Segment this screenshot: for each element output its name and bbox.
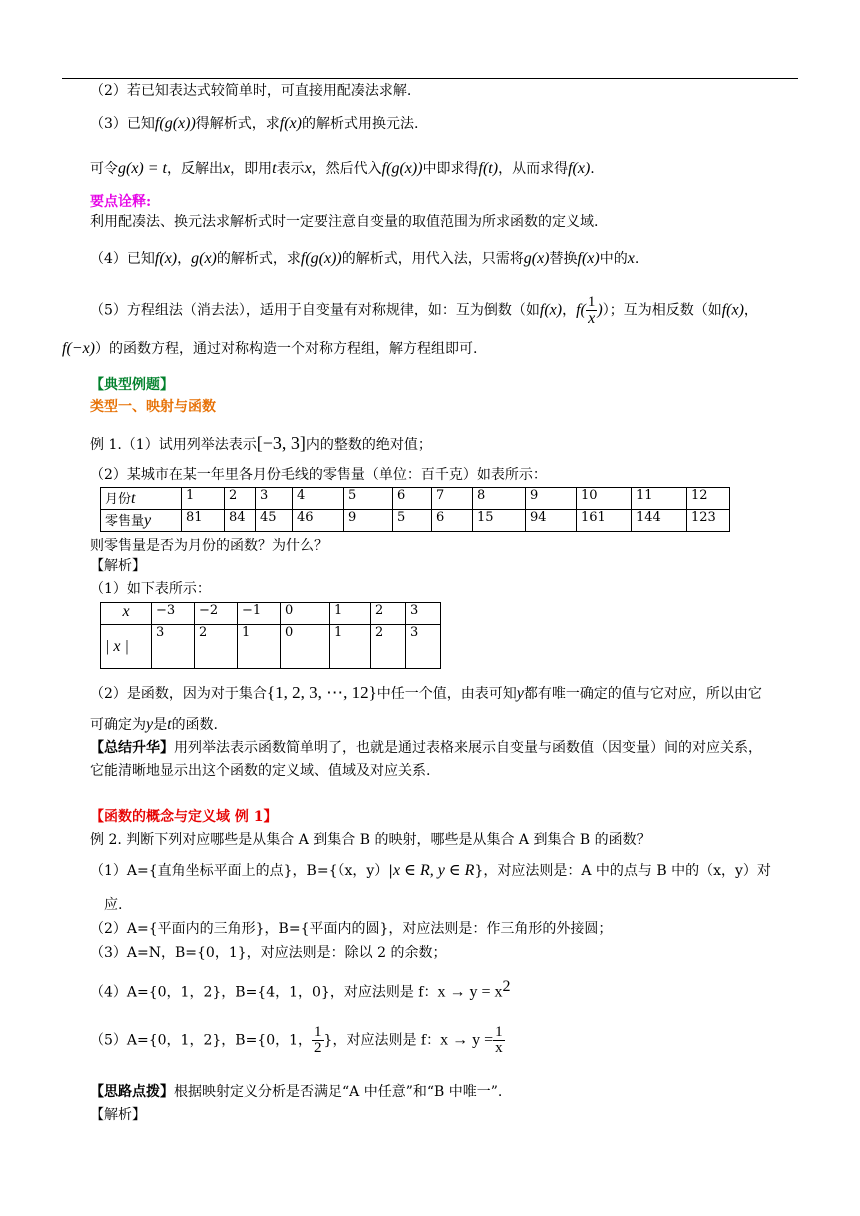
table-cell: 1 [330,625,371,669]
example-2-item-5: （5）A={0，1，2}，B={0，1， $\frac{1}{2}$ }，对应法则是 f：x → y = $\frac{1}{x}$ [90,1024,503,1056]
example-1-part-2: （2）某城市在某一年里各月份毛线的零售量（单位：百千克）如表所示： [90,467,547,483]
table-cell: 144 [632,510,687,532]
solution-part-1: （1）如下表所示： [90,581,211,597]
table-cell: 2 [371,625,406,669]
monthly-sales-table [100,487,730,532]
table-cell: 6 [393,488,432,510]
table-cell: 3 [406,603,441,625]
table-cell: 3 [256,488,293,510]
table-cell: −2 [195,603,238,625]
summary-line-2: 它能清晰地显示出这个函数的定义域、值域及对应关系. [90,763,431,779]
table-cell: 9 [344,510,393,532]
table-cell: 8 [473,488,526,510]
example-2-item-1-continued: 应. [104,897,123,913]
table-row [101,603,441,625]
header-rule [62,78,798,79]
hint-line: 【思路点拨】根据映射定义分析是否满足“A 中任意”和“B 中唯一”. [90,1084,503,1100]
table-row [101,625,441,669]
method-4-text: （4）已知f(x)，g(x)的解析式，求f(g(x))的解析式，用代入法，只需将g(x)替换f(x)中的x. [90,250,640,267]
sales-label-cell: 零售量y [101,510,182,532]
table-cell: 2 [371,603,406,625]
typical-examples-heading: 【典型例题】 [90,377,174,393]
example-2-question: 例 2. 判断下列对应哪些是从集合 A 到集合 B 的映射，哪些是从集合 A 到集合 B 的函数？ [90,832,651,848]
summary-line-1: 【总结升华】用列举法表示函数简单明了，也就是通过表格来展示自变量与函数值（因变量）间的对应关系， [90,740,762,756]
month-label-cell: 月份t [101,488,182,510]
type-1-heading: 类型一、映射与函数 [90,399,216,415]
method-5-text: （5）方程组法（消去法），适用于自变量有对称规律，如：互为倒数（如f(x)，f( $\frac{1}{x}$ )）；互为相反数（如f(x)， [90,294,758,327]
table-cell: 11 [632,488,687,510]
table-cell: 9 [526,488,577,510]
table-cell: 5 [393,510,432,532]
table-cell: 161 [577,510,632,532]
x-label-cell: x [101,603,152,625]
table-cell: −3 [152,603,195,625]
solution-heading-2: 【解析】 [90,1107,146,1123]
table-cell: 3 [152,625,195,669]
table-cell: 46 [293,510,344,532]
table-cell: 0 [281,625,330,669]
table-cell: 0 [281,603,330,625]
example-2-item-3: （3）A=N，B={0，1}，对应法则是：除以 2 的余数； [90,945,447,961]
method-2-text: （2）若已知表达式较简单时，可直接用配凑法求解. [90,83,412,99]
solution-heading: 【解析】 [90,558,146,574]
table-cell: 2 [195,625,238,669]
table-cell: 15 [473,510,526,532]
table-cell: 12 [687,488,730,510]
table-row [101,488,730,510]
table-cell: 1 [238,625,281,669]
video-link-heading[interactable]: 【函数的概念与定义域 例 1】 [90,809,278,825]
table-cell: 94 [526,510,577,532]
solution-part-2: （2）是函数，因为对于集合{1, 2, 3, ⋯, 12}中任一个值，由表可知y都有唯一确定的值与它对应，所以由它 [90,683,762,702]
abs-x-label-cell: | x | [101,625,152,669]
method-3-text: （3）已知f(g(x))得解析式，求f(x)的解析式用换元法. [90,115,419,132]
example-2-item-1: （1）A={直角坐标平面上的点}，B={（x，y）|x ∈ R, y ∈ R}，对应法则是：A 中的点与 B 中的（x，y）对 [90,862,771,879]
table-cell: 4 [293,488,344,510]
method-5-continued: f(−x)）的函数方程，通过对称构造一个对称方程组，解方程组即可. [62,340,478,357]
table-cell: 45 [256,510,293,532]
example-2-item-2: （2）A={平面内的三角形}，B={平面内的圆}，对应法则是：作三角形的外接圆； [90,921,613,937]
table-cell: −1 [238,603,281,625]
table-cell: 6 [432,510,473,532]
table-cell: 7 [432,488,473,510]
table-cell: 84 [225,510,256,532]
absolute-value-table [100,602,441,669]
table-cell: 2 [225,488,256,510]
example-2-item-4: （4）A={0，1，2}，B={4，1，0}，对应法则是 f：$x \to y = x^2$ [90,978,511,1001]
substitution-text: 可令g(x) = t，反解出x，即用t表示x，然后代入f(g(x))中即求得f(t)，从而求得f(x). [90,160,595,177]
key-points-heading: 要点诠释: [90,194,152,210]
table-cell: 1 [330,603,371,625]
example-1-part-1: 例 1.（1）试用列举法表示[−3, 3]内的整数的绝对值； [90,433,432,453]
table-cell: 1 [182,488,225,510]
example-1-question: 则零售量是否为月份的函数？为什么？ [90,538,328,554]
table-cell: 10 [577,488,632,510]
table-cell: 81 [182,510,225,532]
table-row [101,510,730,532]
table-cell: 5 [344,488,393,510]
solution-part-2-continued: 可确定为y是t的函数. [90,716,219,733]
table-cell: 3 [406,625,441,669]
table-cell: 123 [687,510,730,532]
key-points-text: 利用配凑法、换元法求解析式时一定要注意自变量的取值范围为所求函数的定义域. [90,214,599,230]
